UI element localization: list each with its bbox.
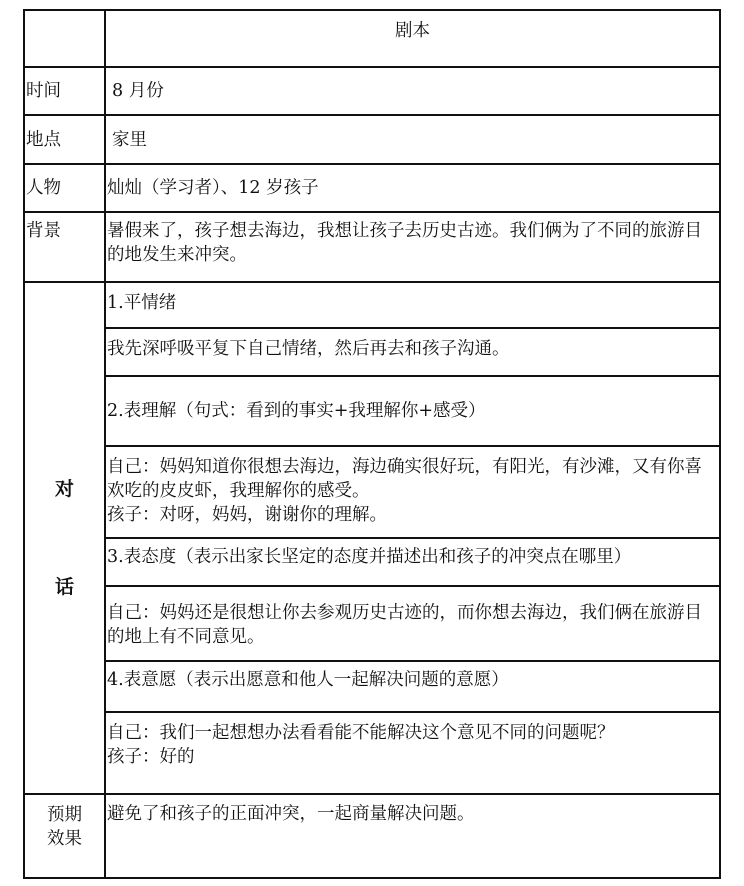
time-value: 8 月份 <box>105 67 720 115</box>
dialogue-step-3-title-row <box>24 538 720 586</box>
script-table <box>23 9 721 879</box>
dialogue-step-1-title-row <box>24 282 720 328</box>
people-row <box>24 164 720 212</box>
header-title: 剧本 <box>105 10 720 67</box>
dialogue-step-content: 自己：妈妈知道你很想去海边，海边确实很好玩，有阳光，有沙滩，又有你喜欢吃的皮皮虾，我理解你的感受。 孩子：对呀，妈妈，谢谢你的理解。 <box>105 446 720 538</box>
dialogue-step-1-content-row <box>24 328 720 376</box>
place-value: 家里 <box>105 115 720 164</box>
dialogue-label-bottom: 话 <box>54 576 74 598</box>
header-empty-cell <box>24 10 105 67</box>
background-value: 暑假来了，孩子想去海边，我想让孩子去历史古迹。我们俩为了不同的旅游目的地发生来冲突。 <box>105 212 720 282</box>
dialogue-step-4-content-row <box>24 712 720 794</box>
dialogue-step-4-title-row <box>24 661 720 712</box>
dialogue-step-title: 4.表意愿（表示出愿意和他人一起解决问题的意愿） <box>105 661 720 712</box>
dialogue-label <box>24 282 105 794</box>
people-label: 人物 <box>24 164 105 212</box>
dialogue-step-content: 自己：妈妈还是很想让你去参观历史古迹的，而你想去海边，我们俩在旅游目的地上有不同意见。 <box>105 586 720 661</box>
dialogue-step-title: 3.表态度（表示出家长坚定的态度并描述出和孩子的冲突点在哪里） <box>105 538 720 586</box>
time-row <box>24 67 720 115</box>
time-label: 时间 <box>24 67 105 115</box>
dialogue-step-3-content-row <box>24 586 720 661</box>
header-row <box>24 10 720 67</box>
dialogue-step-2-content-row <box>24 446 720 538</box>
background-label: 背景 <box>24 212 105 282</box>
effect-row <box>24 794 720 878</box>
dialogue-step-title: 2.表理解（句式：看到的事实+我理解你+感受） <box>105 376 720 446</box>
place-row <box>24 115 720 164</box>
effect-label: 预期效果 <box>24 794 105 878</box>
effect-value: 避免了和孩子的正面冲突，一起商量解决问题。 <box>105 794 720 878</box>
background-row <box>24 212 720 282</box>
place-label: 地点 <box>24 115 105 164</box>
dialogue-step-content: 我先深呼吸平复下自己情绪，然后再去和孩子沟通。 <box>105 328 720 376</box>
dialogue-step-2-title-row <box>24 376 720 446</box>
people-value: 灿灿（学习者）、12 岁孩子 <box>105 164 720 212</box>
dialogue-step-title: 1.平情绪 <box>105 282 720 328</box>
dialogue-label-top: 对 <box>54 478 74 500</box>
dialogue-step-content: 自己：我们一起想想办法看看能不能解决这个意见不同的问题呢？ 孩子：好的 <box>105 712 720 794</box>
